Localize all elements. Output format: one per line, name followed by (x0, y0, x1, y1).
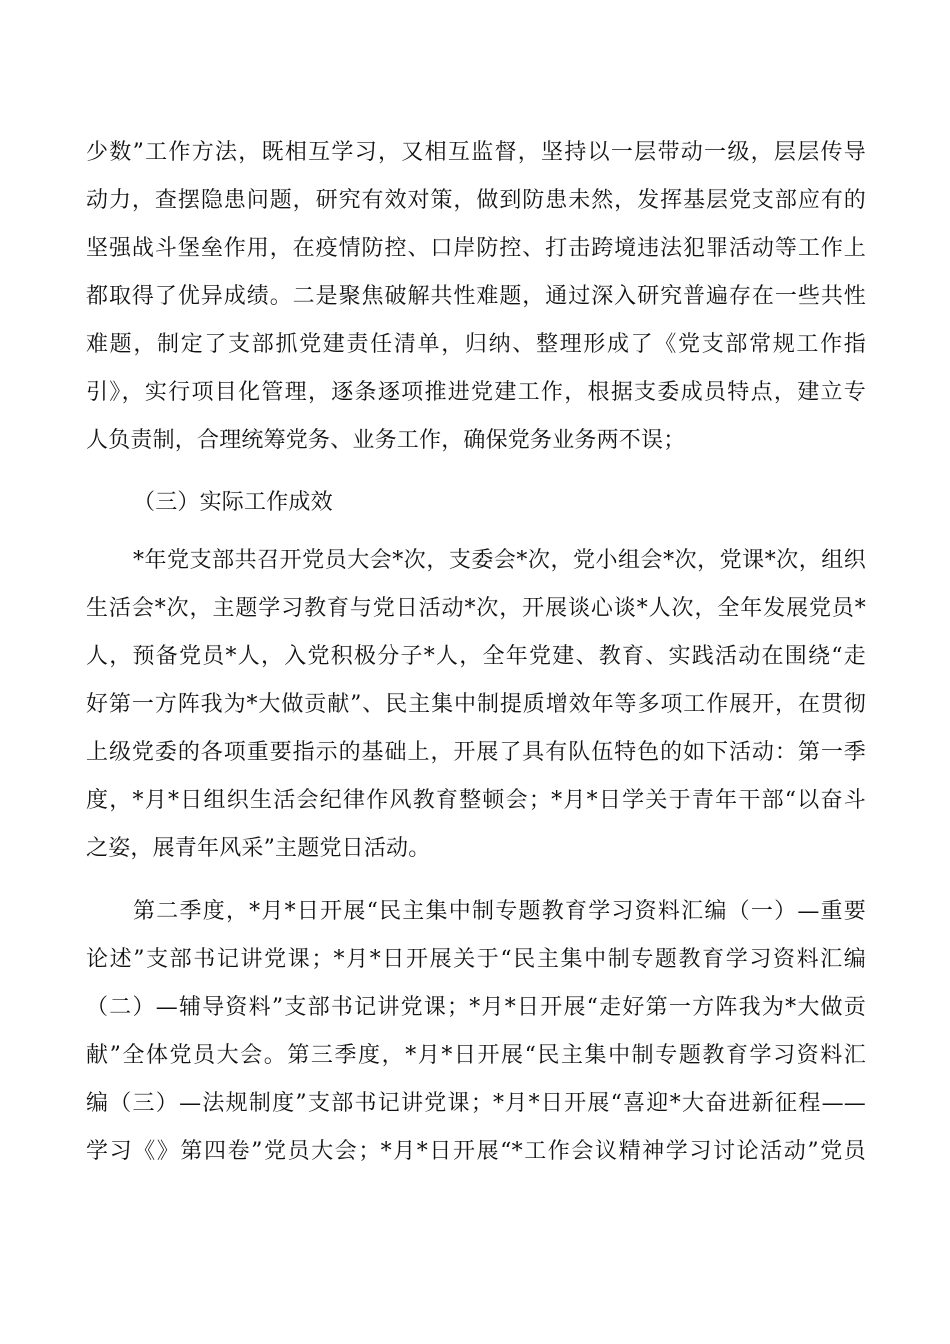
paragraph-3-line-4: 献”全体党员大会。第三季度，*月*日开展“民主集中制专题教育学习资料汇 (86, 1043, 866, 1068)
paragraph-2-line-5: 上级党委的各项重要指示的基础上，开展了具有队伍特色的如下活动：第一季 (86, 740, 866, 765)
paragraph-2-line-7: 之姿，展青年风采”主题党日活动。 (86, 836, 431, 861)
paragraph-1-line-3: 坚强战斗堡垒作用，在疫情防控、口岸防控、打击跨境违法犯罪活动等工作上 (86, 236, 866, 261)
paragraph-2-line-4: 好第一方阵我为*大做贡献”、民主集中制提质增效年等多项工作展开，在贯彻 (86, 692, 866, 717)
section-heading: （三）实际工作成效 (133, 490, 333, 515)
paragraph-1-line-2: 动力，查摆隐患问题，研究有效对策，做到防患未然，发挥基层党支部应有的 (86, 188, 866, 213)
paragraph-1-line-5: 难题，制定了支部抓党建责任清单，归纳、整理形成了《党支部常规工作指 (86, 332, 866, 357)
paragraph-1-line-1: 少数”工作方法，既相互学习，又相互监督，坚持以一层带动一级，层层传导 (86, 140, 866, 165)
paragraph-2-line-3: 人，预备党员*人，入党积极分子*人，全年党建、教育、实践活动在围绕“走 (86, 644, 866, 669)
paragraph-1-line-7: 人负责制，合理统筹党务、业务工作，确保党务业务两不误； (86, 428, 686, 453)
paragraph-3-line-5: 编（三）—法规制度”支部书记讲党课；*月*日开展“喜迎*大奋进新征程—— (86, 1091, 866, 1116)
paragraph-3-line-2: 论述”支部书记讲党课；*月*日开展关于“民主集中制专题教育学习资料汇编 (86, 947, 866, 972)
paragraph-2-line-2: 生活会*次，主题学习教育与党日活动*次，开展谈心谈*人次，全年发展党员* (86, 596, 866, 621)
paragraph-3-line-3: （二）—辅导资料”支部书记讲党课；*月*日开展“走好第一方阵我为*大做贡 (86, 995, 866, 1020)
paragraph-1-line-4: 都取得了优异成绩。二是聚焦破解共性难题，通过深入研究普遍存在一些共性 (86, 284, 866, 309)
paragraph-2-line-1: *年党支部共召开党员大会*次，支委会*次，党小组会*次，党课*次，组织 (133, 548, 866, 573)
paragraph-3-line-1: 第二季度，*月*日开展“民主集中制专题教育学习资料汇编（一）—重要 (133, 899, 866, 924)
paragraph-2-line-6: 度，*月*日组织生活会纪律作风教育整顿会；*月*日学关于青年干部“以奋斗 (86, 788, 866, 813)
paragraph-1-line-6: 引》，实行项目化管理，逐条逐项推进党建工作，根据支委成员特点，建立专 (86, 380, 866, 405)
paragraph-3-line-6: 学习《》第四卷”党员大会；*月*日开展“*工作会议精神学习讨论活动”党员 (86, 1139, 866, 1164)
